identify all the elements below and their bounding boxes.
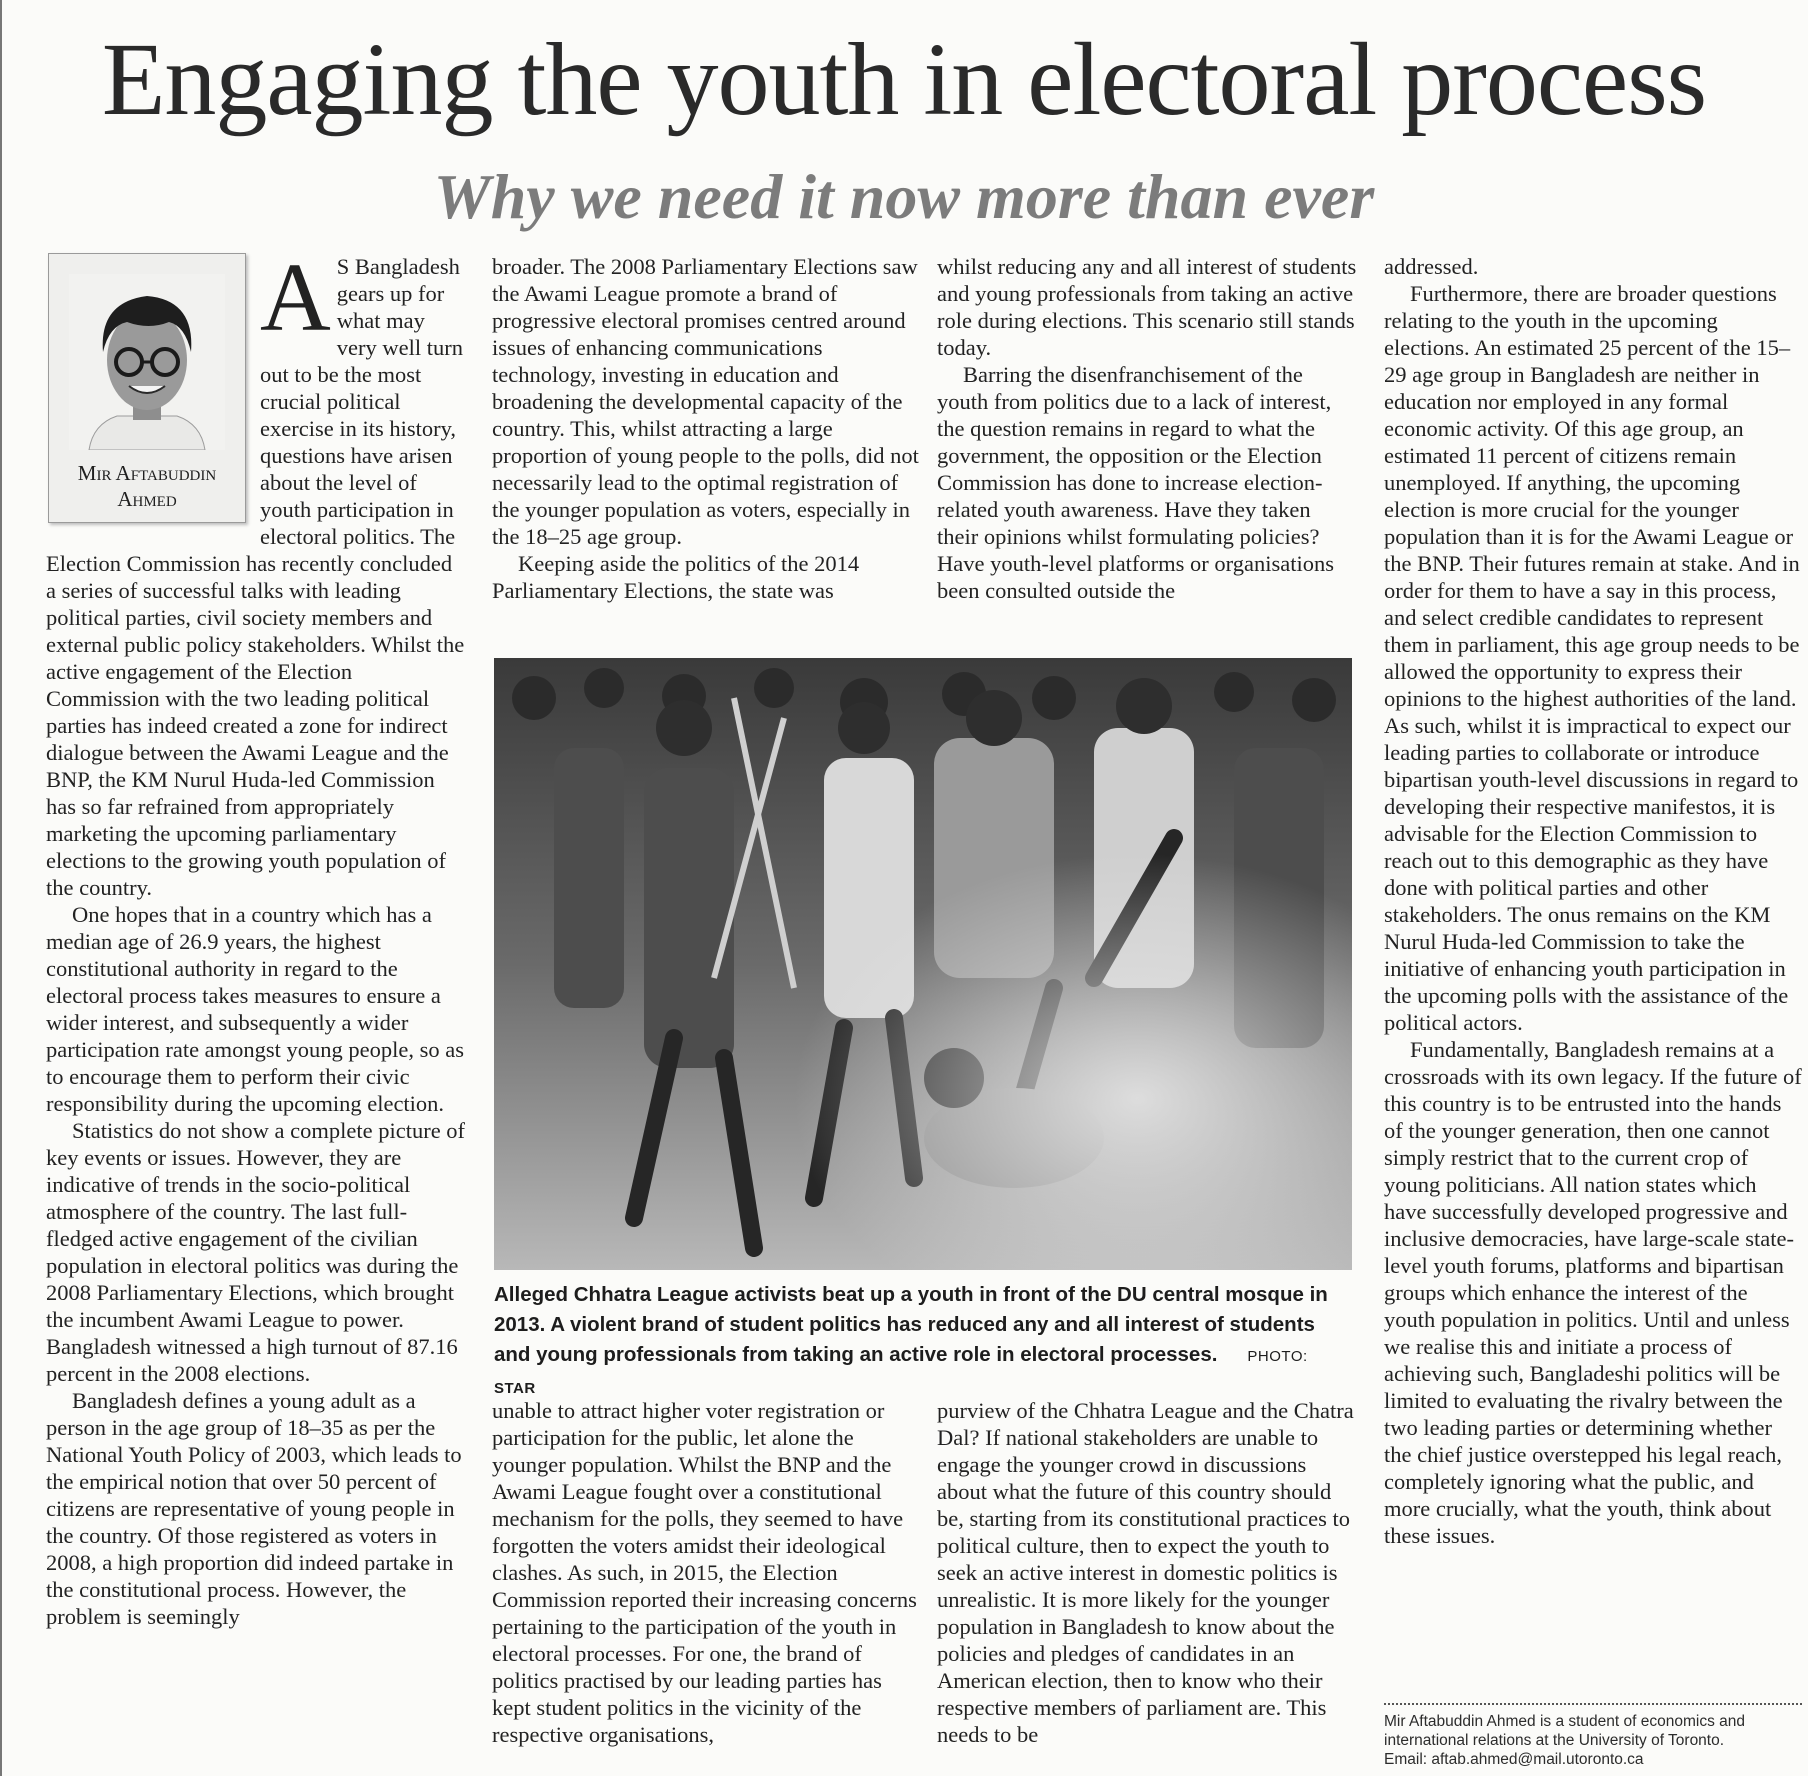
author-box	[48, 253, 246, 523]
author-bio	[1384, 1712, 1804, 1769]
page-left-rule	[0, 0, 2, 1776]
photo-caption-text: Alleged Chhatra League activists beat up a youth in front of the DU central mosque in 2013. A violent brand of student politics has reduced any and all interest of students and young professionals from taking an active role in electoral processes.	[494, 1283, 1328, 1366]
author-bio-line: Mir Aftabuddin Ahmed is a student of economics and	[1384, 1713, 1746, 1730]
article-column-4	[1384, 253, 1804, 1695]
author-portrait-icon	[69, 274, 225, 450]
column-4-paragraph: addressed.	[1384, 254, 1479, 279]
author-bio-email: Email: aftab.ahmed@mail.utoronto.ca	[1384, 1751, 1644, 1768]
column-4-paragraph: Fundamentally, Bangladesh remains at a crossroads with its own legacy. If the future of this country is to be entrusted into the hands of the younger generation, then one cannot simply restrict that to the current crop of young politicians. All nation states which have successfully developed progressive and inclusive democracies, have large-scale state-level youth forums, platforms and bipartisan groups which enhance the interest of the youth population in politics. Until and unless we realise this and initiate a process of achieving such, Bangladeshi politics will be limited to evaluating the rivalry between the two leading parties or determining whether the chief justice overstepped his legal reach, completely ignoring what the public, and more crucially, what the youth, think about these issues.	[1384, 1037, 1802, 1548]
drop-cap: A	[260, 253, 331, 352]
column-3-paragraph: Barring the disenfranchisement of the youth from politics due to a lack of interest, the question remains in regard to what the government, the opposition or the Election Commission has done to increase election-related youth awareness. Have they taken their opinions whilst formulating policies? Have youth-level platforms or organisations been consulted outside the	[937, 362, 1334, 603]
article-column-2-top	[492, 253, 920, 628]
article-column-2-bottom	[492, 1397, 920, 1773]
column-2-paragraph: broader. The 2008 Parliamentary Elections saw the Awami League promote a brand of progressive electoral promises centred around issues of enhancing communications technology, investing in education and broadening the developmental capacity of the country. This, whilst attracting a large proportion of young people to the polls, did not necessarily lead to the optimal registration of the younger population as voters, especially in the 18–25 age group.	[492, 254, 919, 549]
article-column-3-top	[937, 253, 1357, 628]
column-4-paragraph: Furthermore, there are broader questions relating to the youth in the upcoming elections. An estimated 25 percent of the 15–29 age group in Bangladesh are neither in education nor employed in any formal economic activity. Of this age group, an estimated 11 percent of citizens remain unemployed. If anything, the upcoming election is more crucial for the younger population than it is for the Awami League or the BNP. Their futures remain at stake. And in order for them to have a say in this process, and select credible candidates to represent them in parliament, this age group needs to be allowed the opportunity to express their opinions to the highest authorities of the land. As such, whilst it is impractical to expect our leading parties to collaborate or introduce bipartisan youth-level discussions in regard to developing their respective manifestos, it is advisable for the Election Commission to reach out to this demographic as they have done with political parties and other stakeholders. The onus remains on the KM Nurul Huda-led Commission to take the initiative of enhancing youth participation in the upcoming polls with the assistance of the political actors.	[1384, 281, 1800, 1035]
author-bio-line: international relations at the University of Toronto.	[1384, 1732, 1725, 1749]
photo-credit-source: STAR	[494, 1380, 536, 1397]
author-name	[49, 460, 245, 512]
column-1-paragraph: Bangladesh defines a young adult as a person in the age group of 18–35 as per the National Youth Policy of 2003, which leads to the empirical notion that over 50 percent of citizens are representative of young people in the country. Of those registered as voters in 2008, a high proportion did indeed partake in the constitutional process. However, the problem is seemingly	[46, 1388, 462, 1629]
column-3-paragraph: whilst reducing any and all interest of students and young professionals from taking an active role during elections. This scenario still stands today.	[937, 254, 1357, 360]
article-column-3-bottom	[937, 1397, 1357, 1773]
column-1-paragraph: One hopes that in a country which has a median age of 26.9 years, the highest constitutional authority in regard to the electoral process takes measures to ensure a wider interest, and subsequently a wider participation rate amongst young people, so as to encourage them to perform their civic responsibility during the upcoming election.	[46, 902, 465, 1116]
column-2-paragraph: unable to attract higher voter registration or participation for the public, let alone the younger population. Whilst the BNP and the Awami League fought over a constitutional mechanism for the polls, they seemed to have forgotten the voters amidst their ideological clashes. As such, in 2015, the Election Commission reported their increasing concerns pertaining to the participation of the youth in electoral processes. For one, the brand of politics practised by our leading parties has kept student politics in the vicinity of the respective organisations,	[492, 1398, 917, 1747]
column-1-paragraph: Statistics do not show a complete picture of key events or issues. However, they are indicative of trends in the socio-political atmosphere of the country. The last full-fledged active engagement of the civilian population in electoral politics was during the 2008 Parliamentary Elections, which brought the incumbent Awami League to power. Bangladesh witnessed a high turnout of 87.16 percent in the 2008 elections.	[46, 1118, 466, 1386]
photo-credit-label: PHOTO:	[1247, 1348, 1308, 1365]
author-photo	[69, 274, 225, 450]
column-1-paragraph-1-text: S Bangladesh gears up for what may very well turn out to be the most crucial political exercise in its history, questions have arisen about the level of youth participation in electoral politics. The Election Commission has recently concluded a series of successful talks with leading political parties, civil society members and external public policy stakeholders. Whilst the active engagement of the Election Commission with the two leading political parties has indeed created a zone for indirect dialogue between the Awami League and the BNP, the KM Nurul Huda-led Commission has so far refrained from appropriately marketing the upcoming parliamentary elections to the growing youth population of the country.	[46, 254, 465, 900]
column-3-paragraph: purview of the Chhatra League and the Chatra Dal? If national stakeholders are unable to engage the younger crowd in discussions about what the future of this country should be, starting from its constitutional practices to political culture, then to expect the youth to seek an active interest in domestic politics is unrealistic. It is more likely for the younger population in Bangladesh to know about the policies and pledges of candidates in an American election, then to know who their respective members of parliament are. This needs to be	[937, 1398, 1354, 1747]
crowd-photo-icon	[494, 658, 1352, 1270]
bio-divider	[1384, 1703, 1802, 1705]
column-2-paragraph: Keeping aside the politics of the 2014 Parliamentary Elections, the state was	[492, 551, 860, 603]
news-photo	[494, 658, 1352, 1270]
author-name-line-2: Ahmed	[117, 487, 177, 511]
photo-caption	[494, 1280, 1352, 1404]
author-name-line-1: Mir Aftabuddin	[77, 461, 217, 485]
headline: Engaging the youth in electoral process	[101, 22, 1707, 137]
subheadline: Why we need it now more than ever	[433, 161, 1375, 232]
